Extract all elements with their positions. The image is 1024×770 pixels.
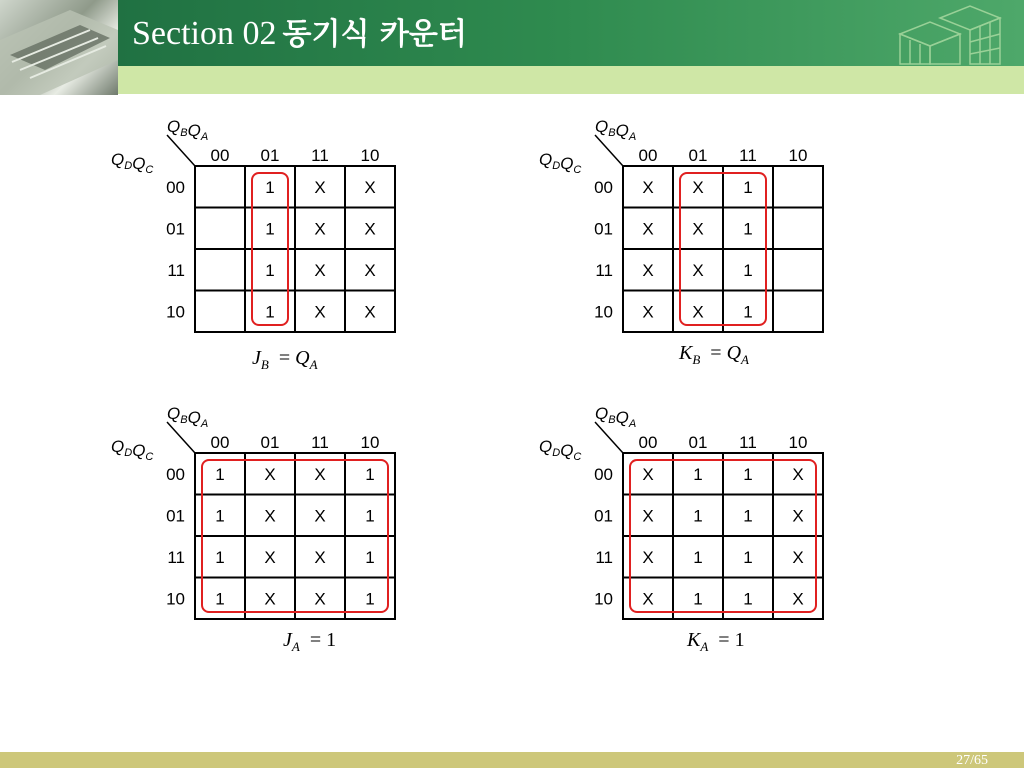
kmap-row-header: 00 (594, 177, 613, 197)
kmap-cell: X (314, 260, 326, 280)
kmap-cell: 1 (365, 589, 375, 609)
kmap-cell: 1 (743, 302, 753, 322)
section-title: 동기식 카운터 (282, 17, 467, 52)
kmap-cell: X (314, 302, 326, 322)
footer-band (0, 752, 1024, 768)
kmap-row-header: 10 (166, 302, 185, 322)
eq-lhs-sub: B (260, 357, 269, 372)
kmap-cell: X (264, 464, 276, 484)
kmap-row-header: 00 (166, 464, 185, 484)
kmap-cell: X (264, 506, 276, 526)
kmap-cell: X (792, 589, 804, 609)
kmap-cell: 1 (265, 302, 275, 322)
kmap-cell: X (642, 302, 654, 322)
kmap-kb (533, 110, 833, 347)
kmap-svg (105, 397, 405, 629)
kmap-cell: 1 (693, 547, 703, 567)
kmap-svg (105, 110, 405, 342)
kmap-col-var: $Q_BQ_A$ (595, 117, 637, 143)
kmap-cell: X (314, 464, 326, 484)
kmap-row-header: 01 (594, 219, 613, 239)
kmap-cell: 1 (743, 464, 753, 484)
kmap-cell: 1 (693, 589, 703, 609)
equation-ja: $J_A = 1$ (283, 629, 337, 654)
kmap-svg (533, 110, 833, 342)
kmap-col-header: 01 (260, 146, 280, 165)
kmap-cell: X (642, 464, 654, 484)
kmap-row-var: $Q_DQ_C$ (111, 437, 154, 463)
eq-lhs: J (252, 347, 261, 369)
kmap-cell: X (314, 219, 326, 239)
kmap-cell: 1 (215, 506, 225, 526)
kmap-col-header: 01 (688, 433, 708, 452)
kmap-cell: 1 (743, 589, 753, 609)
kmap-row-var: $Q_DQ_C$ (539, 437, 582, 463)
kmap-row-header: 11 (595, 260, 613, 280)
kmap-cell: 1 (265, 219, 275, 239)
kmap-row-header: 11 (167, 260, 185, 280)
kmap-col-header: 01 (688, 146, 708, 165)
eq-rhs: Q (295, 347, 310, 369)
eq-lhs: K (679, 342, 693, 364)
kmap-row-header: 01 (594, 506, 613, 526)
kmap-col-header: 10 (788, 146, 808, 165)
kmap-col-header: 10 (788, 433, 808, 452)
kmap-col-header: 10 (360, 146, 380, 165)
kmap-cell: X (264, 589, 276, 609)
kmap-cell: X (314, 547, 326, 567)
kmap-cell: 1 (743, 177, 753, 197)
page-title (132, 12, 467, 57)
kmap-col-header: 01 (260, 433, 280, 452)
kmap-cell: 1 (365, 547, 375, 567)
kmap-cell: X (364, 177, 376, 197)
kmap-row-header: 01 (166, 506, 185, 526)
kmap-col-var: $Q_BQ_A$ (167, 404, 209, 430)
kmap-cell: X (642, 219, 654, 239)
kmap-col-var: $Q_BQ_A$ (595, 404, 637, 430)
kmap-cell: X (314, 506, 326, 526)
eq-rhs: Q (726, 342, 742, 364)
section-label: Section 02 (132, 15, 277, 52)
kmap-cell: 1 (365, 464, 375, 484)
laptop-photo (0, 0, 118, 95)
kmap-cell: 1 (265, 177, 275, 197)
kmap-cell: X (364, 260, 376, 280)
eq-lhs: J (283, 629, 292, 651)
kmap-col-header: 00 (638, 433, 658, 452)
kmap-cell: X (642, 506, 654, 526)
kmap-cell: X (692, 219, 704, 239)
kmap-row-header: 10 (166, 589, 185, 609)
header-subband (118, 66, 1024, 94)
kmap-row-header: 10 (594, 302, 613, 322)
cube-blocks-icon (890, 4, 1008, 66)
kmap-cell: X (642, 589, 654, 609)
eq-lhs: K (687, 629, 701, 651)
kmap-cell: X (792, 547, 804, 567)
kmap-ja (105, 397, 405, 634)
kmap-cell: X (364, 219, 376, 239)
kmap-row-header: 00 (166, 177, 185, 197)
kmap-col-header: 10 (360, 433, 380, 452)
kmap-cell: 1 (215, 464, 225, 484)
kmap-row-var: $Q_DQ_C$ (539, 150, 582, 176)
eq-rhs: 1 (326, 629, 337, 651)
kmap-cell: X (692, 260, 704, 280)
kmap-col-header: 11 (739, 433, 757, 452)
kmap-row-var: $Q_DQ_C$ (111, 150, 154, 176)
kmap-cell: X (314, 589, 326, 609)
equation-jb: $J_B = Q_A$ (252, 347, 318, 372)
kmap-cell: 1 (743, 219, 753, 239)
eq-lhs-sub: B (692, 352, 701, 367)
eq-rhs: 1 (734, 629, 745, 651)
kmap-cell: 1 (215, 547, 225, 567)
kmap-col-header: 11 (739, 146, 757, 165)
kmap-cell: X (642, 260, 654, 280)
kmap-row-header: 00 (594, 464, 613, 484)
kmap-cell: X (364, 302, 376, 322)
kmap-cell: X (314, 177, 326, 197)
kmap-jb (105, 110, 405, 347)
kmap-cell: 1 (743, 547, 753, 567)
eq-rhs-sub: A (309, 357, 318, 372)
eq-lhs-sub: A (291, 639, 300, 654)
kmap-cell: 1 (743, 506, 753, 526)
equation-ka: $K_A = 1$ (687, 629, 745, 654)
kmap-cell: X (642, 547, 654, 567)
kmap-svg (533, 397, 833, 629)
kmap-cell: 1 (693, 464, 703, 484)
kmap-cell: X (692, 302, 704, 322)
kmap-cell: 1 (215, 589, 225, 609)
kmap-cell: X (264, 547, 276, 567)
kmap-col-header: 00 (210, 433, 230, 452)
kmap-cell: 1 (365, 506, 375, 526)
kmap-row-header: 11 (167, 547, 185, 567)
kmap-col-header: 11 (311, 146, 329, 165)
kmap-ka (533, 397, 833, 634)
kmap-cell: X (792, 506, 804, 526)
kmap-row-header: 10 (594, 589, 613, 609)
eq-rhs-sub: A (741, 352, 749, 367)
kmap-col-header: 11 (311, 433, 329, 452)
kmap-col-header: 00 (210, 146, 230, 165)
page-number: 27/65 (956, 753, 988, 768)
kmap-cell: X (692, 177, 704, 197)
kmap-cell: 1 (743, 260, 753, 280)
kmap-cell: 1 (265, 260, 275, 280)
kmap-row-header: 11 (595, 547, 613, 567)
kmap-cell: X (642, 177, 654, 197)
kmap-cell: X (792, 464, 804, 484)
equation-kb: $K_B = Q_A$ (679, 342, 749, 367)
kmap-col-var: $Q_BQ_A$ (167, 117, 209, 143)
eq-lhs-sub: A (700, 639, 709, 654)
kmap-cell: 1 (693, 506, 703, 526)
kmap-col-header: 00 (638, 146, 658, 165)
kmap-row-header: 01 (166, 219, 185, 239)
